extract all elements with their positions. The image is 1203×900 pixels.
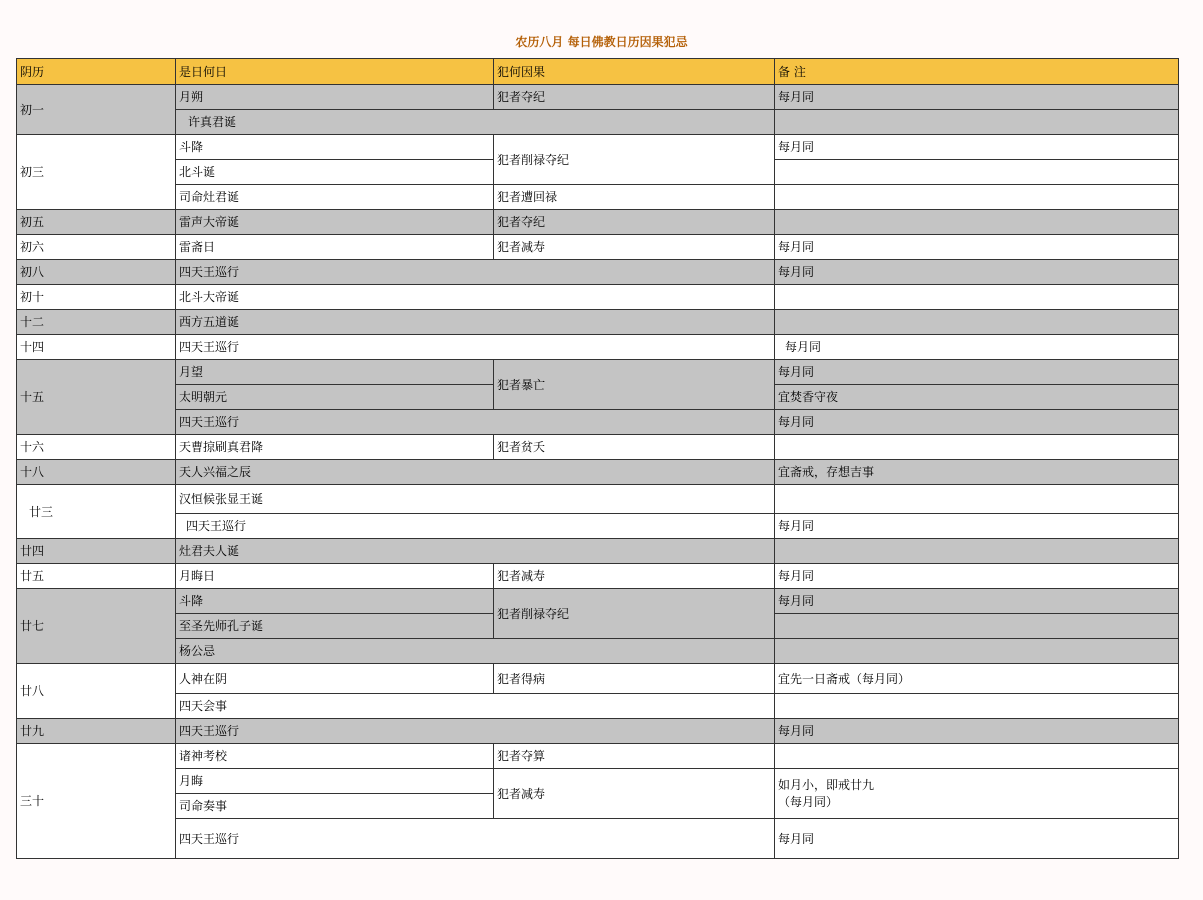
note-cell: [775, 310, 1179, 335]
note-cell: 宜先一日斋戒（每月同）: [775, 664, 1179, 694]
event-cell: 月望: [176, 360, 494, 385]
header-lunar-date: 阴历: [17, 59, 176, 85]
consequence-cell: 犯者夺纪: [494, 85, 775, 110]
table-row: [17, 185, 1179, 210]
event-cell: 太明朝元: [176, 385, 494, 410]
note-cell: [775, 539, 1179, 564]
event-cell: 四天王巡行: [176, 260, 775, 285]
consequence-cell: 犯者暴亡: [494, 360, 775, 410]
note-cell: [775, 210, 1179, 235]
note-cell: 每月同: [775, 514, 1179, 539]
note-cell: 宜焚香守夜: [775, 385, 1179, 410]
event-cell: 四天王巡行: [176, 335, 775, 360]
consequence-cell: 犯者削禄夺纪: [494, 135, 775, 185]
table-row: [17, 435, 1179, 460]
table-header-row: [17, 59, 1179, 85]
table-row: [17, 260, 1179, 285]
day-cell: 初五: [17, 210, 176, 235]
event-cell: 四天王巡行: [176, 819, 775, 859]
note-cell: [775, 694, 1179, 719]
day-cell: 初三: [17, 135, 176, 210]
event-cell: 月朔: [176, 85, 494, 110]
day-cell: 廿三: [17, 485, 176, 539]
event-cell: 司命灶君诞: [176, 185, 494, 210]
header-what-day: 是日何日: [176, 59, 494, 85]
table-row: [17, 235, 1179, 260]
note-cell: 每月同: [775, 719, 1179, 744]
note-cell: [775, 769, 1179, 819]
consequence-cell: 犯者遭回禄: [494, 185, 775, 210]
day-cell: 廿七: [17, 589, 176, 664]
event-cell: 月晦日: [176, 564, 494, 589]
note-cell: 每月同: [775, 135, 1179, 160]
table-row: [17, 285, 1179, 310]
event-cell: 雷斋日: [176, 235, 494, 260]
event-cell: 司命奏事: [176, 794, 494, 819]
event-cell: 杨公忌: [176, 639, 775, 664]
table-row: [17, 360, 1179, 385]
consequence-cell: 犯者夺纪: [494, 210, 775, 235]
note-cell: 每月同: [775, 819, 1179, 859]
note-line: 如月小，即戒廿九: [778, 777, 875, 792]
consequence-cell: 犯者削禄夺纪: [494, 589, 775, 639]
note-cell: 每月同: [775, 260, 1179, 285]
note-cell: [775, 160, 1179, 185]
note-cell: 每月同: [775, 235, 1179, 260]
table-row: [17, 589, 1179, 614]
event-cell: 天人兴福之辰: [176, 460, 775, 485]
table-row: [17, 819, 1179, 859]
table-row: [17, 664, 1179, 694]
page-title: 农历八月 每日佛教日历因果犯忌: [515, 35, 688, 49]
consequence-cell: 犯者夺算: [494, 744, 775, 769]
day-cell: 十四: [17, 335, 176, 360]
table-row: [17, 539, 1179, 564]
consequence-cell: 犯者减寿: [494, 235, 775, 260]
event-cell: 人神在阴: [176, 664, 494, 694]
event-cell: 至圣先师孔子诞: [176, 614, 494, 639]
event-cell: 诸神考校: [176, 744, 494, 769]
note-cell: 宜斋戒，存想吉事: [775, 460, 1179, 485]
event-cell: 斗降: [176, 135, 494, 160]
table-row: [17, 639, 1179, 664]
calendar-table: [16, 58, 1179, 859]
header-notes: 备 注: [775, 59, 1179, 85]
note-cell: 每月同: [775, 335, 1179, 360]
table-row: [17, 135, 1179, 160]
note-cell: [775, 744, 1179, 769]
day-cell: 十五: [17, 360, 176, 435]
event-cell: 四天会事: [176, 694, 775, 719]
note-cell: 每月同: [775, 410, 1179, 435]
day-cell: 三十: [17, 744, 176, 859]
event-cell: 许真君诞: [176, 110, 775, 135]
event-cell: 斗降: [176, 589, 494, 614]
event-cell: 天曹掠刷真君降: [176, 435, 494, 460]
event-cell: 四天王巡行: [176, 410, 775, 435]
table-row: [17, 310, 1179, 335]
table-row: [17, 460, 1179, 485]
day-cell: 初六: [17, 235, 176, 260]
note-cell: 每月同: [775, 85, 1179, 110]
event-cell: 北斗大帝诞: [176, 285, 775, 310]
note-cell: [775, 485, 1179, 514]
note-cell: [775, 110, 1179, 135]
table-row: [17, 210, 1179, 235]
table-row: [17, 85, 1179, 110]
note-cell: [775, 435, 1179, 460]
day-cell: 初一: [17, 85, 176, 135]
note-cell: [775, 185, 1179, 210]
table-row: [17, 335, 1179, 360]
event-cell: 四天王巡行: [176, 719, 775, 744]
table-row: [17, 694, 1179, 719]
consequence-cell: 犯者得病: [494, 664, 775, 694]
note-line: （每月同）: [778, 794, 839, 809]
table-row: [17, 769, 1179, 794]
day-cell: 初八: [17, 260, 176, 285]
day-cell: 十六: [17, 435, 176, 460]
day-cell: 廿九: [17, 719, 176, 744]
note-cell: [775, 639, 1179, 664]
table-row: [17, 564, 1179, 589]
event-cell: 四天王巡行: [176, 514, 775, 539]
note-cell: [775, 614, 1179, 639]
event-cell: 汉恒候张显王诞: [176, 485, 775, 514]
note-cell: 每月同: [775, 589, 1179, 614]
table-row: [17, 110, 1179, 135]
consequence-cell: 犯者贫夭: [494, 435, 775, 460]
day-cell: 初十: [17, 285, 176, 310]
event-cell: 月晦: [176, 769, 494, 794]
table-row: [17, 514, 1179, 539]
day-cell: 廿八: [17, 664, 176, 719]
note-cell: 每月同: [775, 360, 1179, 385]
event-cell: 灶君夫人诞: [176, 539, 775, 564]
day-cell: 十八: [17, 460, 176, 485]
event-cell: 雷声大帝诞: [176, 210, 494, 235]
day-cell: 廿五: [17, 564, 176, 589]
note-cell: 每月同: [775, 564, 1179, 589]
consequence-cell: 犯者减寿: [494, 769, 775, 819]
event-cell: 西方五道诞: [176, 310, 775, 335]
table-row: [17, 485, 1179, 514]
table-row: [17, 719, 1179, 744]
note-cell: [775, 285, 1179, 310]
consequence-cell: 犯者减寿: [494, 564, 775, 589]
table-row: [17, 410, 1179, 435]
day-cell: 廿四: [17, 539, 176, 564]
event-cell: 北斗诞: [176, 160, 494, 185]
header-consequence: 犯何因果: [494, 59, 775, 85]
table-row: [17, 744, 1179, 769]
day-cell: 十二: [17, 310, 176, 335]
